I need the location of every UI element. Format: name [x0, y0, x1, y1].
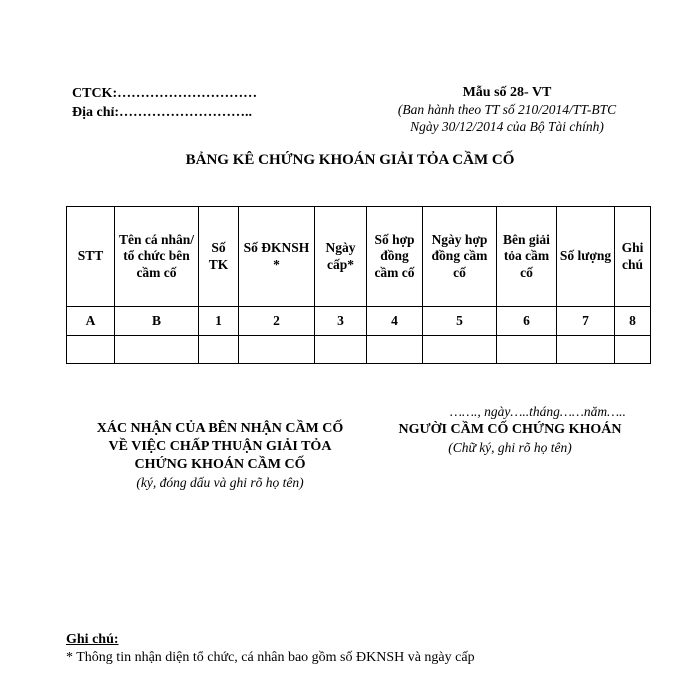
notes-item: * Thông tin nhận diện tổ chức, cá nhân bao gồm số ĐKNSH và ngày cấp	[66, 650, 475, 665]
form-number: Mẫu số 28- VT	[462, 85, 552, 100]
index-cell: 4	[367, 307, 423, 336]
table-row	[67, 336, 651, 364]
document-title: BẢNG KÊ CHỨNG KHOÁN GIẢI TỎA CẦM CỐ	[185, 152, 515, 168]
notes-title: Ghi chú:	[66, 632, 119, 647]
sender-info	[72, 84, 257, 122]
index-cell: 3	[315, 307, 367, 336]
pledgee-title-line1: XÁC NHẬN CỦA BÊN NHẬN CẦM CỐ	[96, 421, 344, 436]
index-cell: 7	[557, 307, 615, 336]
pledgee-title-line2: VỀ VIỆC CHẤP THUẬN GIẢI TỎA	[108, 439, 332, 454]
col-header-quantity: Số lượng	[557, 207, 615, 307]
empty-cell	[557, 336, 615, 364]
index-cell: 8	[615, 307, 651, 336]
pledgee-title-line3: CHỨNG KHOÁN CẦM CỐ	[134, 457, 306, 472]
empty-cell	[423, 336, 497, 364]
table-index-row	[67, 307, 651, 336]
index-cell: 5	[423, 307, 497, 336]
index-cell: 6	[497, 307, 557, 336]
col-header-account-no: Số TK	[199, 207, 239, 307]
pledgor-signature	[375, 403, 645, 457]
col-header-contract-date: Ngày hợp đồng cầm cố	[423, 207, 497, 307]
col-header-stt: STT	[67, 207, 115, 307]
pledgor-signature-note: (Chữ ký, ghi rõ họ tên)	[448, 440, 572, 455]
issued-by-line2: Ngày 30/12/2014 của Bộ Tài chính)	[410, 119, 604, 134]
index-cell: B	[115, 307, 199, 336]
col-header-issue-date: Ngày cấp*	[315, 207, 367, 307]
index-cell: 2	[239, 307, 315, 336]
col-header-releasing-party: Bên giải tỏa cầm cố	[497, 207, 557, 307]
empty-cell	[315, 336, 367, 364]
table-header-row	[67, 207, 651, 307]
empty-cell	[615, 336, 651, 364]
ctck-line: CTCK:…………………………	[72, 86, 258, 101]
col-header-notes: Ghi chú	[615, 207, 651, 307]
col-header-pledgor-name: Tên cá nhân/ tổ chức bên cầm cố	[115, 207, 199, 307]
col-header-contract-no: Số hợp đồng cầm cố	[367, 207, 423, 307]
securities-table	[66, 206, 651, 364]
empty-cell	[199, 336, 239, 364]
empty-cell	[67, 336, 115, 364]
pledgor-title: NGƯỜI CẦM CỐ CHỨNG KHOÁN	[398, 422, 622, 437]
empty-cell	[497, 336, 557, 364]
pledgee-signature-note: (ký, đóng dấu và ghi rõ họ tên)	[136, 475, 304, 490]
issued-by-line1: (Ban hành theo TT số 210/2014/TT-BTC	[397, 102, 617, 117]
col-header-registration-no: Số ĐKNSH*	[239, 207, 315, 307]
address-line: Địa chỉ:………………………..	[72, 105, 253, 120]
index-cell: 1	[199, 307, 239, 336]
form-info	[362, 84, 652, 135]
empty-cell	[115, 336, 199, 364]
index-cell: A	[67, 307, 115, 336]
empty-cell	[367, 336, 423, 364]
pledgee-confirmation	[70, 420, 370, 492]
date-line: ……., ngày…..tháng……năm…..	[450, 404, 626, 419]
empty-cell	[239, 336, 315, 364]
